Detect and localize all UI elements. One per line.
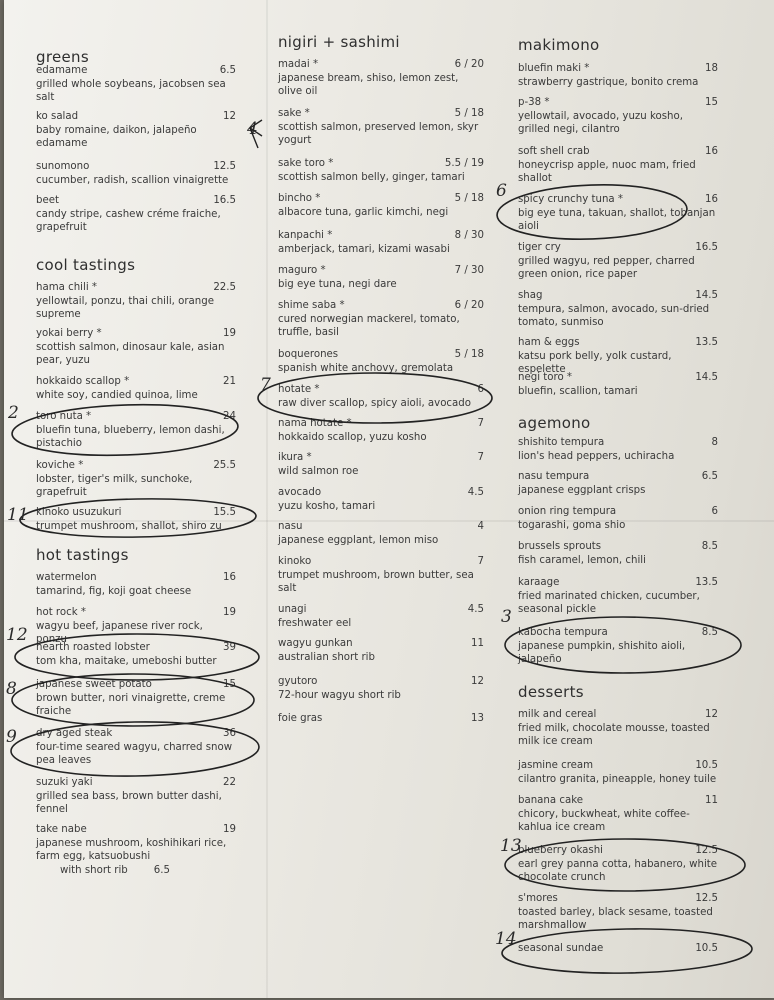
menu-item-description: freshwater eel	[278, 617, 352, 629]
menu-item-name: nasu	[278, 521, 303, 532]
menu-item-description: candy stripe, cashew créme fraiche, grapefruit	[36, 208, 221, 234]
menu-item-description: japanese eggplant crisps	[518, 484, 646, 496]
menu-item-description: cured norwegian mackerel, tomato, truffle, basil	[278, 313, 460, 339]
menu-item-price: 7	[477, 556, 484, 567]
menu-item	[278, 348, 484, 375]
menu-item	[518, 794, 718, 835]
menu-item-description: brown butter, nori vinaigrette, creme fraiche	[36, 692, 226, 718]
menu-item-name: suzuki yaki	[36, 777, 93, 788]
menu-item-description: tom kha, maitake, umeboshi butter	[36, 655, 217, 667]
menu-item-name: wagyu gunkan	[278, 638, 353, 649]
menu-item-name: shag	[518, 290, 543, 301]
menu-item	[36, 375, 236, 402]
menu-item	[518, 241, 718, 282]
menu-item-description: fried milk, chocolate mousse, toasted milk ice cream	[518, 722, 710, 748]
menu-item-price: 15	[705, 97, 718, 108]
menu-item-name: nama hotate *	[278, 418, 352, 429]
menu-item-description: raw diver scallop, spicy aioli, avocado	[278, 397, 471, 409]
menu-item-name: ko salad	[36, 111, 79, 122]
menu-item-name: kinoko	[278, 556, 312, 567]
menu-item-price: 19	[223, 328, 236, 339]
menu-item-description: hokkaido scallop, yuzu kosho	[278, 431, 427, 443]
menu-item-description: white soy, candied quinoa, lime	[36, 389, 198, 401]
menu-item-price: 13.5	[695, 337, 718, 348]
menu-item-price: 16	[705, 194, 718, 205]
menu-item-name: unagi	[278, 604, 307, 615]
menu-item	[278, 299, 484, 340]
menu-item-name: madai *	[278, 59, 319, 70]
menu-item-price: 24	[223, 411, 236, 422]
menu-item	[518, 193, 718, 234]
menu-item	[36, 641, 236, 668]
menu-item-name: dry aged steak	[36, 728, 113, 739]
menu-item	[36, 571, 236, 598]
menu-item-description: australian short rib	[278, 651, 375, 663]
menu-item-description: 72-hour wagyu short rib	[278, 689, 401, 701]
menu-item-name: brussels sprouts	[518, 541, 602, 552]
menu-item	[278, 675, 484, 702]
menu-item-description: grilled sea bass, brown butter dashi, fennel	[36, 790, 222, 816]
menu-item-price: 19	[223, 824, 236, 835]
menu-item-price: 10.5	[695, 760, 718, 771]
menu-item-description: spanish white anchovy, gremolata	[278, 362, 454, 374]
menu-item-description: baby romaine, daikon, jalapeño edamame	[36, 124, 197, 150]
menu-item-price: 15.5	[213, 507, 236, 518]
menu-item-name: hokkaido scallop *	[36, 376, 130, 387]
menu-item	[278, 264, 484, 291]
menu-item-description: grilled wagyu, red pepper, charred green onion, rice paper	[518, 255, 695, 281]
menu-item-price: 12	[223, 111, 236, 122]
section-title-hot-tastings: hot tastings	[36, 546, 129, 564]
menu-item-name: bluefin maki *	[518, 63, 590, 74]
handwritten-number: 7	[260, 375, 271, 395]
menu-item	[36, 194, 236, 235]
menu-item-description: four-time seared wagyu, charred snow pea leaves	[36, 741, 233, 767]
menu-item-price: 19	[223, 607, 236, 618]
menu-item-price: 13.5	[695, 577, 718, 588]
menu-item-price: 8 / 30	[454, 230, 484, 241]
menu-item-name: ham & eggs	[518, 337, 580, 348]
menu-item-name: hot rock *	[36, 607, 86, 618]
menu-item-description: big eye tuna, negi dare	[278, 278, 397, 290]
menu-item-description: lobster, tiger's milk, sunchoke, grapefruit	[36, 473, 193, 499]
menu-item-description: trumpet mushroom, shallot, shiro zu	[36, 520, 222, 532]
menu-item-name: milk and cereal	[518, 709, 597, 720]
menu-item-name: ikura *	[278, 452, 312, 463]
menu-item-name: take nabe	[36, 824, 87, 835]
menu-item-price: 5 / 18	[454, 193, 484, 204]
fold-crease-vertical	[266, 0, 268, 998]
menu-item-price: 7	[477, 418, 484, 429]
menu-item-name: watermelon	[36, 572, 97, 583]
menu-item	[36, 281, 236, 322]
menu-item-name: karaage	[518, 577, 560, 588]
menu-item-price: 6 / 20	[454, 59, 484, 70]
menu-item-description: cilantro granita, pineapple, honey tuile	[518, 773, 717, 785]
section-title-desserts: desserts	[518, 683, 584, 701]
menu-item-price: 7 / 30	[454, 265, 484, 276]
menu-item-description: bluefin tuna, blueberry, lemon dashi, pistachio	[36, 424, 225, 450]
menu-item-description: scottish salmon belly, ginger, tamari	[278, 171, 465, 183]
menu-item-price: 6.5	[701, 471, 718, 482]
menu-item-price: 36	[223, 728, 236, 739]
menu-item-name: banana cake	[518, 795, 583, 806]
handwritten-number: 14	[495, 929, 517, 949]
handwritten-number: 6	[496, 181, 507, 201]
menu-item-description: wild salmon roe	[278, 465, 359, 477]
menu-item	[36, 823, 236, 877]
menu-item-name: yokai berry *	[36, 328, 102, 339]
menu-item-name: spicy crunchy tuna *	[518, 194, 623, 205]
section-title-makimono: makimono	[518, 36, 600, 54]
menu-item	[36, 110, 236, 151]
handwritten-number: 4	[247, 119, 258, 139]
menu-item-name: soft shell crab	[518, 146, 590, 157]
menu-item-name: koviche *	[36, 460, 84, 471]
menu-item-description: yellowtail, avocado, yuzu kosho, grilled negi, cilantro	[518, 110, 683, 136]
menu-item	[36, 459, 236, 500]
menu-item	[278, 712, 484, 726]
menu-item-description: lion's head peppers, uchiracha	[518, 450, 675, 462]
menu-item-description: earl grey panna cotta, habanero, white chocolate crunch	[518, 858, 718, 884]
menu-item	[36, 506, 236, 533]
menu-item-description: wagyu beef, japanese river rock, ponzu	[36, 620, 203, 646]
menu-item-description: toasted barley, black sesame, toasted marshmallow	[518, 906, 713, 932]
menu-item	[278, 417, 484, 444]
section-title-greens: greens	[36, 48, 89, 66]
menu-item-name: sunomono	[36, 161, 90, 172]
menu-item	[518, 540, 718, 567]
menu-item-description: honeycrisp apple, nuoc mam, fried shallot	[518, 159, 696, 185]
menu-item-description: tamarind, fig, koji goat cheese	[36, 585, 192, 597]
menu-item-description: fried marinated chicken, cucumber, seasonal pickle	[518, 590, 700, 616]
menu-item-description: yuzu kosho, tamari	[278, 500, 376, 512]
menu-item-name: beet	[36, 195, 59, 206]
menu-item-name: boquerones	[278, 349, 339, 360]
menu-item-price: 8.5	[701, 541, 718, 552]
menu-item-description: japanese bream, shiso, lemon zest, olive oil	[278, 72, 459, 98]
menu-item-description: bluefin, scallion, tamari	[518, 385, 638, 397]
handwritten-number: 8	[6, 679, 17, 699]
menu-item	[518, 470, 718, 497]
menu-item-description: tempura, salmon, avocado, sun-dried tomato, sunmiso	[518, 303, 710, 329]
menu-item-price: 6.5	[219, 65, 236, 76]
menu-item-name: blueberry okashi	[518, 845, 604, 856]
section-title-nigiri-sashimi: nigiri + sashimi	[278, 33, 400, 51]
menu-item-name: bincho *	[278, 193, 321, 204]
menu-item	[518, 289, 718, 330]
menu-item	[278, 383, 484, 410]
menu-item	[278, 157, 484, 184]
menu-item-price: 39	[223, 642, 236, 653]
menu-item-price: 4.5	[467, 487, 484, 498]
menu-item-price: 12	[471, 676, 484, 687]
menu-item	[518, 942, 718, 956]
menu-item-price: 16	[705, 146, 718, 157]
menu-item-name: tiger cry	[518, 242, 561, 253]
menu-item-price: 14.5	[695, 372, 718, 383]
menu-item-price: 22	[223, 777, 236, 788]
menu-item-price: 16	[223, 572, 236, 583]
menu-item-price: 7	[477, 452, 484, 463]
menu-item-price: 12	[705, 709, 718, 720]
menu-item-price: 5 / 18	[454, 349, 484, 360]
menu-item	[36, 678, 236, 719]
menu-item	[518, 145, 718, 186]
menu-item	[518, 371, 718, 398]
menu-item	[278, 107, 484, 148]
menu-item-name: shishito tempura	[518, 437, 605, 448]
menu-item-description: yellowtail, ponzu, thai chili, orange supreme	[36, 295, 214, 321]
menu-item-price: 13	[471, 713, 484, 724]
handwritten-number: 3	[501, 607, 512, 627]
menu-item-description: japanese mushroom, koshihikari rice, farm egg, katsuobushi	[36, 837, 227, 863]
menu-item	[36, 160, 236, 187]
menu-item-price: 8.5	[701, 627, 718, 638]
menu-item	[278, 555, 484, 596]
menu-item-name: toro nuta *	[36, 411, 92, 422]
menu-item-description: japanese eggplant, lemon miso	[278, 534, 439, 546]
menu-item	[36, 776, 236, 817]
menu-item-description: chicory, buckwheat, white coffee-kahlua ice cream	[518, 808, 690, 834]
menu-item	[518, 626, 718, 667]
menu-item	[278, 603, 484, 630]
menu-item	[278, 58, 484, 99]
handwritten-number: 12	[6, 625, 28, 645]
menu-item-name: onion ring tempura	[518, 506, 617, 517]
menu-item-price: 12.5	[695, 845, 718, 856]
menu-item	[278, 520, 484, 547]
handwritten-number: 13	[500, 836, 522, 856]
menu-item-price: 22.5	[213, 282, 236, 293]
menu-item-name: hearth roasted lobster	[36, 642, 150, 653]
menu-item-name: gyutoro	[278, 676, 318, 687]
menu-item-price: 4.5	[467, 604, 484, 615]
menu-item	[518, 436, 718, 463]
menu-item-price: 6	[477, 384, 484, 395]
menu-item-price: 8	[711, 437, 718, 448]
menu-item	[278, 229, 484, 256]
section-title-agemono: agemono	[518, 414, 591, 432]
menu-item	[36, 327, 236, 368]
menu-item-price: 16.5	[695, 242, 718, 253]
menu-item	[518, 708, 718, 749]
menu-item	[36, 64, 236, 105]
menu-item	[518, 505, 718, 532]
menu-item-name: nasu tempura	[518, 471, 590, 482]
menu-item-name: foie gras	[278, 713, 323, 724]
menu-item-description: scottish salmon, dinosaur kale, asian pear, yuzu	[36, 341, 225, 367]
menu-item-description: katsu pork belly, yolk custard, espelette	[518, 350, 672, 376]
menu-item-price: 4	[477, 521, 484, 532]
menu-item	[518, 892, 718, 933]
menu-item-name: hama chili *	[36, 282, 97, 293]
menu-item-name: negi toro *	[518, 372, 573, 383]
menu-item-description: cucumber, radish, scallion vinaigrette	[36, 174, 229, 186]
menu-item-price: 6 / 20	[454, 300, 484, 311]
menu-item-description: fish caramel, lemon, chili	[518, 554, 646, 566]
menu-item-name: japanese sweet potato	[36, 679, 152, 690]
menu-item-price: 12.5	[695, 893, 718, 904]
menu-item-name: jasmine cream	[518, 760, 594, 771]
menu-item-price: 5 / 18	[454, 108, 484, 119]
menu-item-description: trumpet mushroom, brown butter, sea salt	[278, 569, 474, 595]
menu-item-addon-label: with short rib	[60, 864, 128, 876]
menu-item-price: 16.5	[213, 195, 236, 206]
menu-item	[36, 727, 236, 768]
handwritten-number: 2	[8, 403, 19, 423]
menu-item	[518, 576, 718, 617]
menu-item-price: 10.5	[695, 943, 718, 954]
menu-item-description: scottish salmon, preserved lemon, skyr yogurt	[278, 121, 479, 147]
menu-item-price: 14.5	[695, 290, 718, 301]
menu-item-description: japanese pumpkin, shishito aioli, jalapeño	[518, 640, 686, 666]
menu-item-name: sake toro *	[278, 158, 334, 169]
menu-item-description: togarashi, goma shio	[518, 519, 626, 531]
menu-item-name: kinoko usuzukuri	[36, 507, 122, 518]
menu-item-name: shime saba *	[278, 300, 345, 311]
menu-item-description: grilled whole soybeans, jacobsen sea salt	[36, 78, 226, 104]
section-title-cool-tastings: cool tastings	[36, 256, 136, 274]
menu-item	[278, 451, 484, 478]
menu-item-name: kabocha tempura	[518, 627, 608, 638]
menu-item-name: p-38 *	[518, 97, 550, 108]
menu-item-price: 15	[223, 679, 236, 690]
menu-item-name: hotate *	[278, 384, 320, 395]
menu-item-description: amberjack, tamari, kizami wasabi	[278, 243, 450, 255]
handwritten-number: 9	[6, 727, 17, 747]
menu-item-price: 5.5 / 19	[444, 158, 484, 169]
menu-item	[518, 844, 718, 885]
menu-item-addon	[36, 864, 236, 878]
menu-item-price: 18	[705, 63, 718, 74]
menu-item	[518, 96, 718, 137]
menu-item-description: big eye tuna, takuan, shallot, tobanjan aioli	[518, 207, 716, 233]
menu-item-price: 11	[705, 795, 718, 806]
menu-item	[278, 486, 484, 513]
menu-item-name: kanpachi *	[278, 230, 333, 241]
menu-item-name: avocado	[278, 487, 322, 498]
menu-item	[518, 759, 718, 786]
menu-item-price: 21	[223, 376, 236, 387]
menu-item	[278, 192, 484, 219]
menu-item-name: maguro *	[278, 265, 326, 276]
menu-item-name: seasonal sundae	[518, 943, 604, 954]
menu-item	[278, 637, 484, 664]
menu-item-description: albacore tuna, garlic kimchi, negi	[278, 206, 449, 218]
menu-item-name: edamame	[36, 65, 88, 76]
menu-item-name: s'mores	[518, 893, 558, 904]
menu-item-description: strawberry gastrique, bonito crema	[518, 76, 699, 88]
menu-item	[518, 62, 718, 89]
menu-item-price: 6	[711, 506, 718, 517]
menu-item-addon-price: 6.5	[153, 864, 170, 876]
menu-item-name: sake *	[278, 108, 310, 119]
menu-item	[36, 410, 236, 451]
menu-item-price: 12.5	[213, 161, 236, 172]
menu-item-price: 25.5	[213, 460, 236, 471]
handwritten-number: 11	[7, 505, 29, 525]
menu-item-price: 11	[471, 638, 484, 649]
